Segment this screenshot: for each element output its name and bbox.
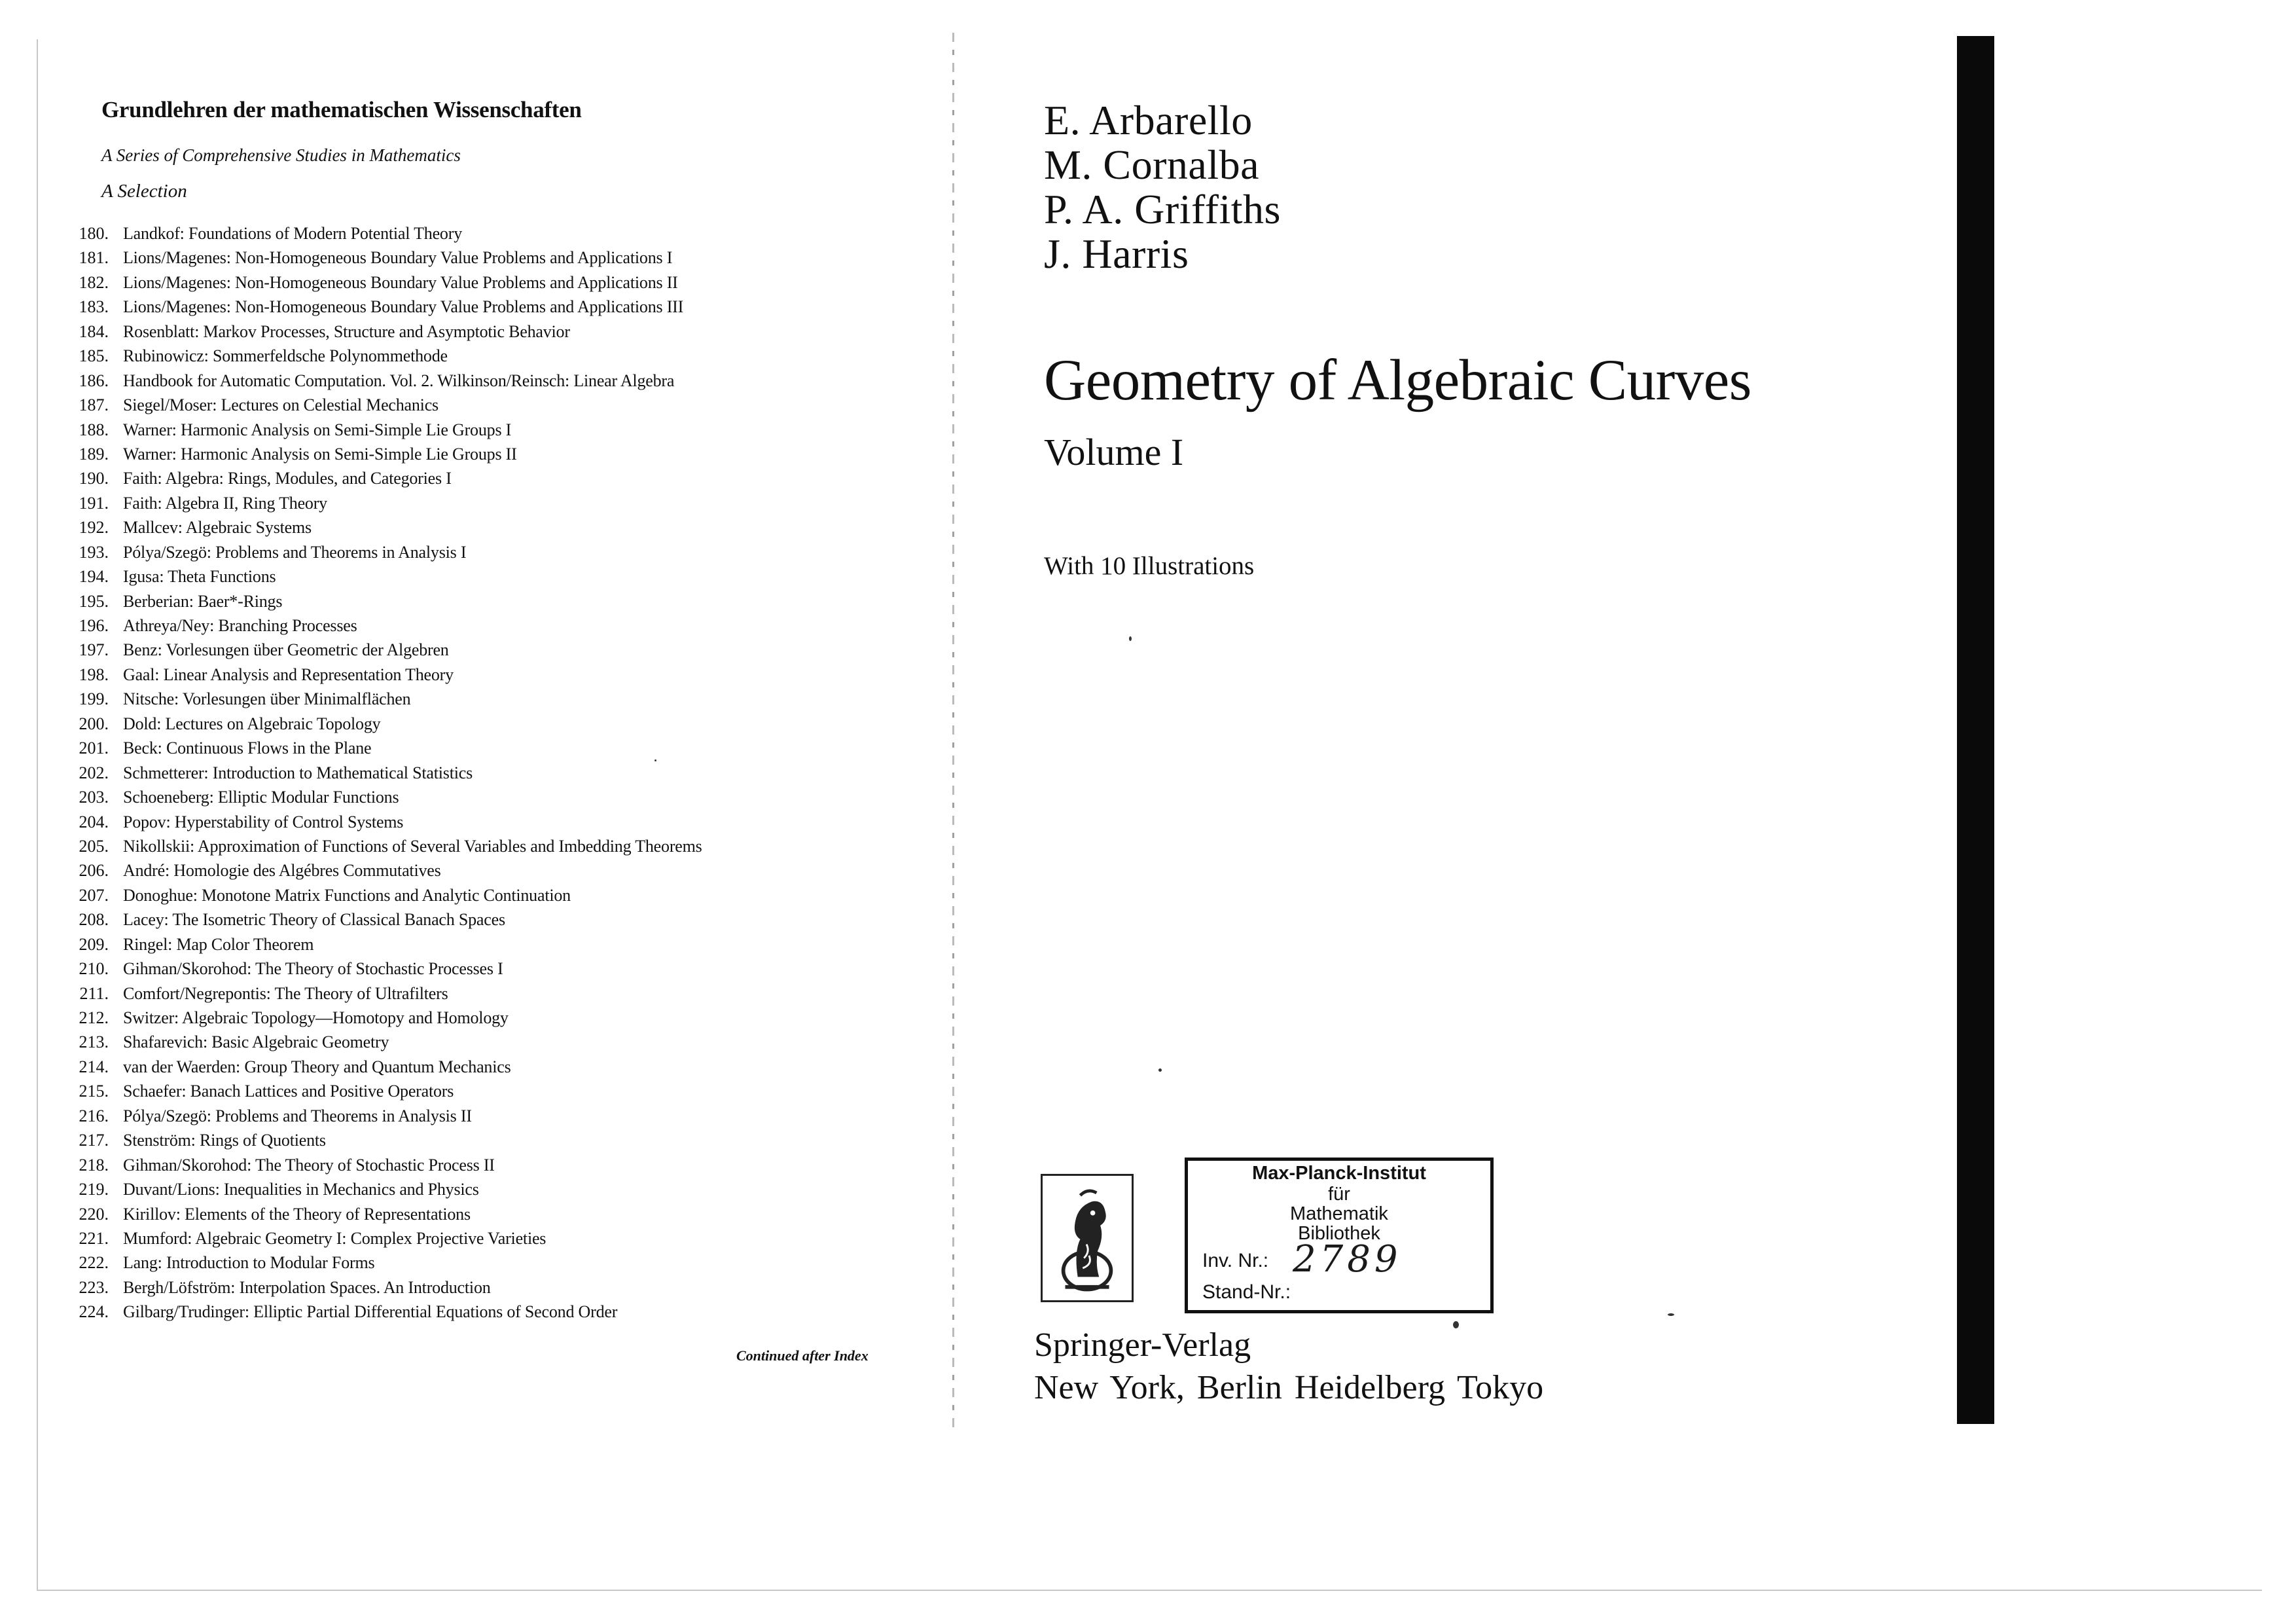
volume-title: Kirillov: Elements of the Theory of Representations xyxy=(123,1204,471,1224)
volume-entry xyxy=(65,564,702,589)
author: M. Cornalba xyxy=(1044,141,1259,188)
volume-entry xyxy=(65,491,702,515)
volume-title: Gihman/Skorohod: The Theory of Stochastic Process II xyxy=(123,1155,495,1175)
volume-entry xyxy=(65,1104,702,1128)
volume-entry xyxy=(65,418,702,442)
volume-title: Lions/Magenes: Non-Homogeneous Boundary Value Problems and Applications I xyxy=(123,248,673,268)
stamp-inv-number: 2789 xyxy=(1293,1238,1402,1281)
volume-title: Benz: Vorlesungen über Geometric der Algebren xyxy=(123,640,449,660)
volume-number: 187. xyxy=(79,395,109,415)
volume-number: 189. xyxy=(79,444,109,464)
volume-title: Pólya/Szegö: Problems and Theorems in Analysis II xyxy=(123,1106,472,1125)
volume-number: 208. xyxy=(79,910,109,930)
volume-title: Popov: Hyperstability of Control Systems xyxy=(123,812,404,831)
book-title: Geometry of Algebraic Curves xyxy=(1044,348,1751,412)
volume-entry xyxy=(65,1030,702,1054)
volume-entry xyxy=(65,344,702,368)
volume-title: Ringel: Map Color Theorem xyxy=(123,934,314,954)
volume-title: Warner: Harmonic Analysis on Semi-Simple Lie Groups I xyxy=(123,420,512,439)
volume-entry xyxy=(65,1006,702,1030)
volume-title: Nikollskii: Approximation of Functions of Several Variables and Imbedding Theorems xyxy=(123,836,702,856)
volume-title: Gihman/Skorohod: The Theory of Stochastic Processes I xyxy=(123,959,503,979)
volume-title: Rubinowicz: Sommerfeldsche Polynommethode xyxy=(123,346,448,366)
volume-entry xyxy=(65,1202,702,1226)
volume-title: Dold: Lectures on Algebraic Topology xyxy=(123,714,381,733)
scan-speck xyxy=(1158,1068,1162,1072)
volume-number: 205. xyxy=(79,836,109,856)
volume-title: André: Homologie des Algébres Commutatives xyxy=(123,861,441,881)
selection-label: A Selection xyxy=(101,181,187,202)
volume-number: 207. xyxy=(79,885,109,905)
volume-number: 180. xyxy=(79,224,109,243)
volume-number: 204. xyxy=(79,812,109,831)
volume-entry xyxy=(65,761,702,785)
volume-entry xyxy=(65,663,702,687)
volume-title: Lacey: The Isometric Theory of Classical Banach Spaces xyxy=(123,910,505,930)
stamp-bibliothek: Bibliothek xyxy=(1298,1223,1380,1244)
volume-entry xyxy=(65,638,702,662)
volume-number: 191. xyxy=(79,493,109,513)
volume-number: 182. xyxy=(79,272,109,292)
volume-entry xyxy=(65,1055,702,1079)
volume-entry xyxy=(65,466,702,490)
volume-entry xyxy=(65,858,702,883)
volume-entry xyxy=(65,907,702,932)
volume-title: Igusa: Theta Functions xyxy=(123,567,276,587)
volume-number: 214. xyxy=(79,1057,109,1076)
volume-title: Landkof: Foundations of Modern Potential Theory xyxy=(123,224,462,243)
page-gutter xyxy=(952,33,954,1427)
volume-number: 203. xyxy=(79,788,109,807)
volume-title: Athreya/Ney: Branching Processes xyxy=(123,616,357,635)
volume-entry xyxy=(65,834,702,858)
volume-number: 198. xyxy=(79,665,109,684)
volume-number: 216. xyxy=(79,1106,109,1125)
volume-title: Gaal: Linear Analysis and Representation Theory xyxy=(123,665,454,684)
volume-title: Rosenblatt: Markov Processes, Structure and Asymptotic Behavior xyxy=(123,321,570,341)
volume-number: 181. xyxy=(79,248,109,268)
volume-entry xyxy=(65,1226,702,1250)
volume-title: Schaefer: Banach Lattices and Positive Operators xyxy=(123,1082,454,1101)
volume-number: 215. xyxy=(79,1082,109,1101)
volume-number: 210. xyxy=(79,959,109,979)
volume-entry xyxy=(65,957,702,981)
volume-title: Nitsche: Vorlesungen über Minimalflächen xyxy=(123,689,411,709)
volume-title: Switzer: Algebraic Topology—Homotopy and Homology xyxy=(123,1008,509,1027)
volume-entry xyxy=(65,712,702,736)
volume-entry xyxy=(65,932,702,957)
scan-speck xyxy=(655,759,656,761)
volume-title: Pólya/Szegö: Problems and Theorems in Analysis I xyxy=(123,542,467,562)
volume-title: Stenström: Rings of Quotients xyxy=(123,1131,326,1150)
series-title: Grundlehren der mathematischen Wissenschaften xyxy=(101,97,582,122)
scan-speck xyxy=(1129,636,1132,641)
volume-entry xyxy=(65,1128,702,1152)
volume-number: 212. xyxy=(79,1008,109,1027)
volume-number: 193. xyxy=(79,542,109,562)
volume-entry xyxy=(65,1079,702,1103)
stamp-mathematik: Mathematik xyxy=(1290,1203,1388,1224)
volume-number: 202. xyxy=(79,763,109,782)
volume-entry xyxy=(65,540,702,564)
volume-title: Faith: Algebra II, Ring Theory xyxy=(123,493,327,513)
volume-number: 223. xyxy=(79,1277,109,1297)
volume-title: Duvant/Lions: Inequalities in Mechanics and Physics xyxy=(123,1180,479,1199)
volume-title: Donoghue: Monotone Matrix Functions and Analytic Continuation xyxy=(123,885,571,905)
volume-number: 224. xyxy=(79,1302,109,1322)
volume-entry xyxy=(65,981,702,1006)
volume-number: 211. xyxy=(79,983,109,1003)
volume-title: Mumford: Algebraic Geometry I: Complex Projective Varieties xyxy=(123,1228,547,1248)
volume-number: 183. xyxy=(79,297,109,317)
volume-entry xyxy=(65,221,702,246)
publisher-name: Springer-Verlag xyxy=(1034,1326,1251,1364)
volume-title: Faith: Algebra: Rings, Modules, and Categories I xyxy=(123,469,452,488)
scan-speck xyxy=(1453,1321,1459,1328)
volume-entry xyxy=(65,1300,702,1324)
volume-number: 199. xyxy=(79,689,109,709)
volume-title: Handbook for Automatic Computation. Vol. 2. Wilkinson/Reinsch: Linear Algebra xyxy=(123,371,675,390)
volume-title: Berberian: Baer*-Rings xyxy=(123,591,283,611)
volume-entry xyxy=(65,442,702,466)
volume-entry xyxy=(65,295,702,319)
series-subtitle: A Series of Comprehensive Studies in Mathematics xyxy=(101,145,461,165)
publisher-cities: New York, Berlin Heidelberg Tokyo xyxy=(1034,1369,1544,1406)
scan-speck xyxy=(1668,1313,1674,1316)
library-stamp xyxy=(1185,1158,1494,1313)
volume-entry xyxy=(65,785,702,809)
volume-number: 184. xyxy=(79,321,109,341)
illustrations-note: With 10 Illustrations xyxy=(1044,552,1255,580)
volume-entry xyxy=(65,1275,702,1300)
volume-title: Siegel/Moser: Lectures on Celestial Mechanics xyxy=(123,395,439,415)
volume-number: 206. xyxy=(79,861,109,881)
volume-entry xyxy=(65,1153,702,1177)
volume-title: Beck: Continuous Flows in the Plane xyxy=(123,739,372,758)
volume-number: 220. xyxy=(79,1204,109,1224)
volume-number: 186. xyxy=(79,371,109,390)
volume-entry xyxy=(65,246,702,270)
stamp-institute: Max-Planck-Institut xyxy=(1252,1163,1426,1184)
knight-chess-piece-icon xyxy=(1041,1174,1134,1302)
volume-entry xyxy=(65,687,702,711)
author: J. Harris xyxy=(1044,230,1189,277)
volume-entry xyxy=(65,270,702,295)
volume-entry xyxy=(65,393,702,417)
continued-note: Continued after Index xyxy=(736,1347,869,1364)
book-volume: Volume I xyxy=(1044,431,1184,473)
volume-entry xyxy=(65,1250,702,1275)
volume-number: 195. xyxy=(79,591,109,611)
scan-edge-bar xyxy=(1957,36,1994,1424)
volume-number: 217. xyxy=(79,1131,109,1150)
volume-title: Schoeneberg: Elliptic Modular Functions xyxy=(123,788,399,807)
volume-entry xyxy=(65,515,702,539)
volume-entry xyxy=(65,319,702,344)
volume-number: 188. xyxy=(79,420,109,439)
volume-number: 221. xyxy=(79,1228,109,1248)
stamp-stand-label: Stand-Nr.: xyxy=(1202,1281,1291,1303)
volume-title: Schmetterer: Introduction to Mathematical Statistics xyxy=(123,763,473,782)
author: P. A. Griffiths xyxy=(1044,186,1281,232)
volume-entry xyxy=(65,613,702,638)
volume-number: 222. xyxy=(79,1253,109,1273)
volume-number: 201. xyxy=(79,739,109,758)
volume-title: Warner: Harmonic Analysis on Semi-Simple Lie Groups II xyxy=(123,444,517,464)
volume-title: Comfort/Negrepontis: The Theory of Ultrafilters xyxy=(123,983,448,1003)
volume-title: Lang: Introduction to Modular Forms xyxy=(123,1253,375,1273)
volume-number: 218. xyxy=(79,1155,109,1175)
volume-title: Gilbarg/Trudinger: Elliptic Partial Differential Equations of Second Order xyxy=(123,1302,618,1322)
volume-entry xyxy=(65,736,702,760)
volume-number: 219. xyxy=(79,1180,109,1199)
volume-entry xyxy=(65,1177,702,1201)
volume-title: Mallcev: Algebraic Systems xyxy=(123,518,312,538)
volume-number: 194. xyxy=(79,567,109,587)
volume-entry xyxy=(65,589,702,613)
volume-title: Bergh/Löfström: Interpolation Spaces. An Introduction xyxy=(123,1277,491,1297)
volume-number: 190. xyxy=(79,469,109,488)
volume-number: 197. xyxy=(79,640,109,660)
author-list xyxy=(1044,98,1281,276)
stamp-inv-label: Inv. Nr.: xyxy=(1202,1250,1269,1271)
volume-entry xyxy=(65,883,702,907)
volume-number: 196. xyxy=(79,616,109,635)
stamp-fur: für xyxy=(1328,1184,1350,1205)
volume-number: 200. xyxy=(79,714,109,733)
volume-number: 213. xyxy=(79,1032,109,1052)
volume-list xyxy=(65,221,702,1324)
volume-title: van der Waerden: Group Theory and Quantum Mechanics xyxy=(123,1057,511,1076)
volume-number: 185. xyxy=(79,346,109,366)
author: E. Arbarello xyxy=(1044,97,1253,143)
scan-frame-bottom xyxy=(37,1590,2262,1591)
volume-title: Shafarevich: Basic Algebraic Geometry xyxy=(123,1032,389,1052)
volume-title: Lions/Magenes: Non-Homogeneous Boundary Value Problems and Applications II xyxy=(123,272,678,292)
scan-frame-left xyxy=(37,39,38,1591)
volume-entry xyxy=(65,810,702,834)
volume-number: 192. xyxy=(79,518,109,538)
volume-number: 209. xyxy=(79,934,109,954)
volume-entry xyxy=(65,369,702,393)
volume-title: Lions/Magenes: Non-Homogeneous Boundary Value Problems and Applications III xyxy=(123,297,684,317)
